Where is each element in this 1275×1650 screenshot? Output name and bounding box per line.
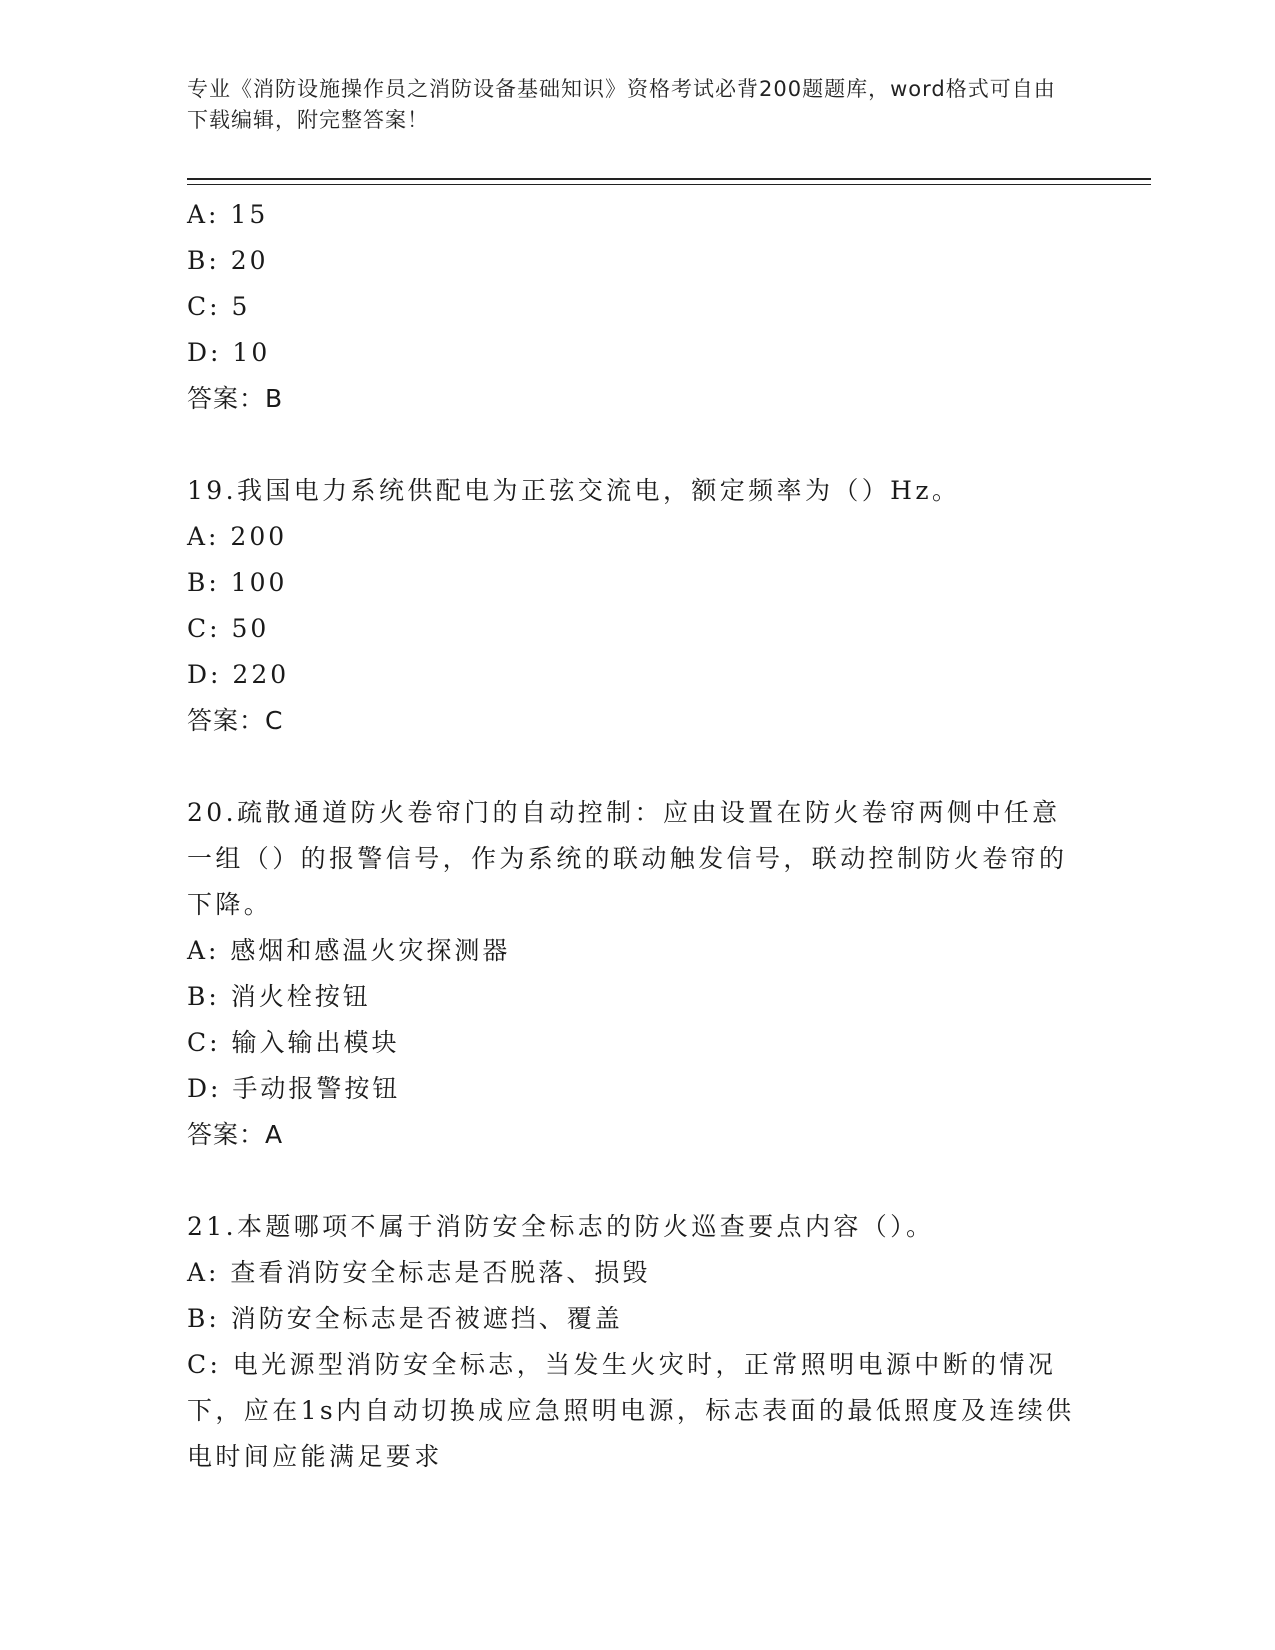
option-a: A: 感烟和感温火灾探测器 [187,936,511,965]
header-divider-thick [187,178,1151,180]
question-text: 20.疏散通道防火卷帘门的自动控制：应由设置在防火卷帘两侧中任意一组（）的报警信号，作为系统的联动触发信号，联动控制防火卷帘的下降。 [187,798,1068,919]
option-d: D: 10 [187,338,271,367]
option-d: D: 220 [187,660,290,689]
question-21 [187,1204,1087,1480]
question-text: 21.本题哪项不属于消防安全标志的防火巡查要点内容（）。 [187,1212,935,1241]
option-b: B: 100 [187,568,288,597]
answer: 答案：A [187,1120,284,1149]
option-b: B: 20 [187,246,269,275]
option-b: B: 消火栓按钮 [187,982,371,1011]
option-c: C: 输入输出模块 [187,1028,400,1057]
header-divider-thin [187,184,1151,185]
question-19 [187,468,1087,744]
option-a: A: 15 [187,200,269,229]
option-a: A: 查看消防安全标志是否脱落、损毁 [187,1258,651,1287]
answer: 答案：C [187,706,284,735]
option-c: C: 5 [187,292,251,321]
option-d: D: 手动报警按钮 [187,1074,401,1103]
answer: 答案：B [187,384,284,413]
option-c: C: 电光源型消防安全标志，当发生火灾时，正常照明电源中断的情况下，应在1s内自动切换成应急照明电源，标志表面的最低照度及连续供电时间应能满足要求 [187,1350,1075,1471]
option-c: C: 50 [187,614,270,643]
option-b: B: 消防安全标志是否被遮挡、覆盖 [187,1304,623,1333]
page-header: 专业《消防设施操作员之消防设备基础知识》资格考试必背200题题库，word格式可自由下载编辑，附完整答案！ [187,77,1056,132]
question-text: 19.我国电力系统供配电为正弦交流电，额定频率为（）Hz。 [187,476,961,505]
question-20 [187,790,1087,1158]
question-content [187,192,1087,1480]
prev-question-block [187,192,1087,422]
option-a: A: 200 [187,522,288,551]
